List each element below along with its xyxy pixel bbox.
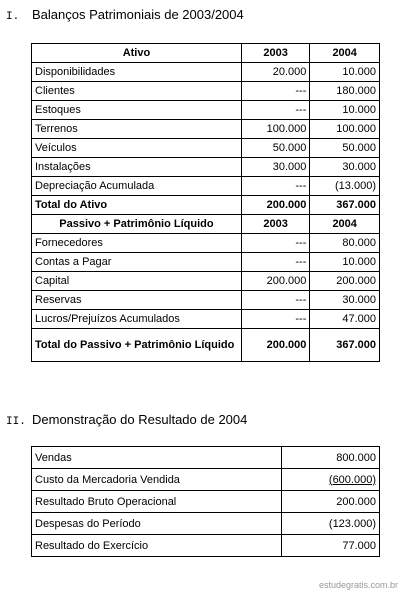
table-row (32, 63, 380, 82)
table-row (32, 513, 380, 535)
row-label: Clientes (32, 82, 242, 101)
column-header: 2003 (241, 215, 309, 234)
column-header: 2004 (310, 44, 380, 63)
table-row (32, 310, 380, 329)
table-row (32, 120, 380, 139)
cell-2003: --- (241, 101, 309, 120)
section-numeral: I. (6, 11, 20, 23)
row-value: 77.000 (282, 535, 380, 557)
table-row (32, 139, 380, 158)
row-label: Despesas do Período (32, 513, 282, 535)
row-label: Total do Ativo (32, 196, 242, 215)
cell-2003: --- (241, 177, 309, 196)
row-value (282, 469, 380, 491)
row-label: Terrenos (32, 120, 242, 139)
table-row (32, 272, 380, 291)
cell-2004: 200.000 (310, 272, 380, 291)
total-row-assets (32, 196, 380, 215)
cell-2003: 200.000 (241, 329, 309, 362)
table-row (32, 535, 380, 557)
column-header: Ativo (32, 44, 242, 63)
cell-2004: 30.000 (310, 158, 380, 177)
table-row (32, 253, 380, 272)
table-row (32, 177, 380, 196)
cell-2003: 200.000 (241, 196, 309, 215)
table-row (32, 447, 380, 469)
cell-2003: 100.000 (241, 120, 309, 139)
total-row-liabilities (32, 329, 380, 362)
section-title-balance (6, 7, 244, 23)
cell-2003: --- (241, 310, 309, 329)
section-heading: Demonstração do Resultado de 2004 (32, 412, 248, 427)
cell-2003: --- (241, 82, 309, 101)
cell-2003: 200.000 (241, 272, 309, 291)
row-label: Fornecedores (32, 234, 242, 253)
row-label: Custo da Mercadoria Vendida (32, 469, 282, 491)
row-label: Contas a Pagar (32, 253, 242, 272)
cell-2004: 100.000 (310, 120, 380, 139)
row-label: Disponibilidades (32, 63, 242, 82)
cell-2003: 20.000 (241, 63, 309, 82)
column-header: 2003 (241, 44, 309, 63)
row-label: Total do Passivo + Patrimônio Líquido (32, 329, 242, 362)
column-header: Passivo + Patrimônio Líquido (32, 215, 242, 234)
section-title-income (6, 412, 247, 428)
row-label: Resultado do Exercício (32, 535, 282, 557)
table-row (32, 101, 380, 120)
row-label: Depreciação Acumulada (32, 177, 242, 196)
table-row (32, 291, 380, 310)
cell-2004: (13.000) (310, 177, 380, 196)
row-label: Capital (32, 272, 242, 291)
cell-2004: 10.000 (310, 101, 380, 120)
row-label: Estoques (32, 101, 242, 120)
cell-2004: 367.000 (310, 196, 380, 215)
cell-2004: 47.000 (310, 310, 380, 329)
cell-2004: 180.000 (310, 82, 380, 101)
underlined-value: (600.000) (328, 473, 376, 486)
table-header-row (32, 215, 380, 234)
table-row (32, 82, 380, 101)
table-header-row (32, 44, 380, 63)
row-label: Resultado Bruto Operacional (32, 491, 282, 513)
cell-2003: --- (241, 234, 309, 253)
row-label: Lucros/Prejuízos Acumulados (32, 310, 242, 329)
table-row (32, 469, 380, 491)
table-row (32, 491, 380, 513)
income-statement-table (31, 446, 380, 557)
cell-2004: 30.000 (310, 291, 380, 310)
row-value: 800.000 (282, 447, 380, 469)
row-label: Instalações (32, 158, 242, 177)
cell-2004: 10.000 (310, 253, 380, 272)
cell-2003: 30.000 (241, 158, 309, 177)
row-value: 200.000 (282, 491, 380, 513)
table-row (32, 158, 380, 177)
table-row (32, 234, 380, 253)
cell-2003: --- (241, 291, 309, 310)
column-header: 2004 (310, 215, 380, 234)
cell-2003: 50.000 (241, 139, 309, 158)
section-heading: Balanços Patrimoniais de 2003/2004 (32, 7, 244, 22)
footer-watermark: estudegratis.com.br (318, 580, 398, 590)
cell-2003: --- (241, 253, 309, 272)
section-numeral: II. (6, 416, 26, 428)
cell-2004: 80.000 (310, 234, 380, 253)
cell-2004: 10.000 (310, 63, 380, 82)
row-label: Vendas (32, 447, 282, 469)
row-value: (123.000) (282, 513, 380, 535)
cell-2004: 367.000 (310, 329, 380, 362)
balance-sheet-table (31, 43, 380, 362)
row-label: Reservas (32, 291, 242, 310)
row-label: Veículos (32, 139, 242, 158)
cell-2004: 50.000 (310, 139, 380, 158)
